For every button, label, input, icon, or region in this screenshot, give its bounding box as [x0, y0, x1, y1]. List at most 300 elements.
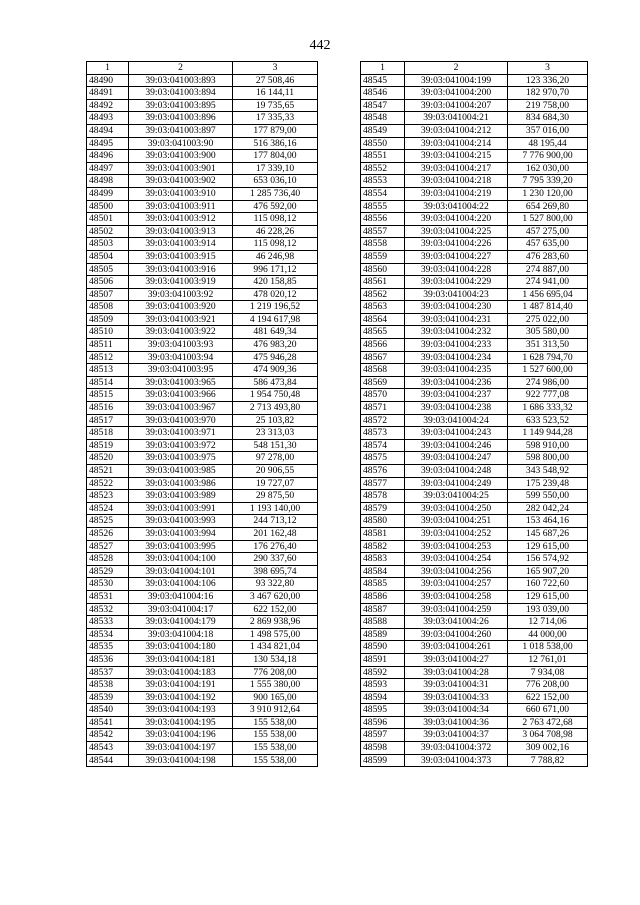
table-row [361, 716, 588, 729]
cadastral-number-cell: 39:03:041004:233 [405, 339, 508, 352]
header-row [87, 62, 318, 75]
value-cell: 176 276,40 [233, 540, 318, 553]
cadastral-number-cell: 39:03:041003:985 [129, 465, 233, 478]
cadastral-number-cell: 39:03:041003:912 [129, 213, 233, 226]
row-number-cell: 48583 [361, 553, 405, 566]
row-number-cell: 48498 [87, 175, 129, 188]
row-number-cell: 48510 [87, 326, 129, 339]
cadastral-number-cell: 39:03:041004:193 [129, 704, 233, 717]
table-row [361, 364, 588, 377]
table-row [87, 729, 318, 742]
row-number-cell: 48528 [87, 553, 129, 566]
row-number-cell: 48501 [87, 213, 129, 226]
cadastral-number-cell: 39:03:041004:218 [405, 175, 508, 188]
cadastral-number-cell: 39:03:041003:911 [129, 200, 233, 213]
cadastral-number-cell: 39:03:041003:922 [129, 326, 233, 339]
cadastral-number-cell: 39:03:041004:256 [405, 565, 508, 578]
value-cell: 48 195,44 [508, 137, 588, 150]
value-cell: 129 615,00 [508, 540, 588, 553]
cadastral-number-cell: 39:03:041004:226 [405, 238, 508, 251]
cadastral-number-cell: 39:03:041004:246 [405, 439, 508, 452]
row-number-cell: 48599 [361, 754, 405, 767]
cadastral-number-cell: 39:03:041004:27 [405, 653, 508, 666]
value-cell: 7 776 900,00 [508, 150, 588, 163]
value-cell: 129 615,00 [508, 590, 588, 603]
table-row [87, 616, 318, 629]
row-number-cell: 48571 [361, 402, 405, 415]
row-number-cell: 48540 [87, 704, 129, 717]
table-row [361, 175, 588, 188]
value-cell: 275 022,00 [508, 313, 588, 326]
row-number-cell: 48551 [361, 150, 405, 163]
table-row [87, 326, 318, 339]
table-row [361, 263, 588, 276]
row-number-cell: 48507 [87, 288, 129, 301]
table-row [87, 578, 318, 591]
value-cell: 1 018 538,00 [508, 641, 588, 654]
value-cell: 2 713 493,80 [233, 402, 318, 415]
cadastral-number-cell: 39:03:041004:234 [405, 351, 508, 364]
cadastral-number-cell: 39:03:041004:237 [405, 389, 508, 402]
value-cell: 598 910,00 [508, 439, 588, 452]
row-number-cell: 48527 [87, 540, 129, 553]
row-number-cell: 48535 [87, 641, 129, 654]
cadastral-number-cell: 39:03:041003:901 [129, 162, 233, 175]
row-number-cell: 48582 [361, 540, 405, 553]
table-row [87, 490, 318, 503]
value-cell: 1 498 575,00 [233, 628, 318, 641]
value-cell: 457 275,00 [508, 225, 588, 238]
column-header-1: 1 [361, 62, 405, 75]
value-cell: 160 722,60 [508, 578, 588, 591]
value-cell: 23 313,03 [233, 427, 318, 440]
row-number-cell: 48575 [361, 452, 405, 465]
row-number-cell: 48497 [87, 162, 129, 175]
value-cell: 599 550,00 [508, 490, 588, 503]
table-row [87, 313, 318, 326]
value-cell: 420 158,85 [233, 276, 318, 289]
table-row [87, 162, 318, 175]
cadastral-number-cell: 39:03:041004:236 [405, 376, 508, 389]
row-number-cell: 48508 [87, 301, 129, 314]
cadastral-number-cell: 39:03:041004:183 [129, 666, 233, 679]
table-row [87, 213, 318, 226]
table-row [361, 742, 588, 755]
value-cell: 177 804,00 [233, 150, 318, 163]
table-row [361, 679, 588, 692]
cadastral-number-cell: 39:03:041003:967 [129, 402, 233, 415]
value-cell: 145 687,26 [508, 527, 588, 540]
right-table [360, 61, 588, 767]
row-number-cell: 48496 [87, 150, 129, 163]
row-number-cell: 48544 [87, 754, 129, 767]
cadastral-number-cell: 39:03:041004:36 [405, 716, 508, 729]
table-row [361, 238, 588, 251]
column-header-2: 2 [129, 62, 233, 75]
table-row [87, 641, 318, 654]
value-cell: 478 020,12 [233, 288, 318, 301]
value-cell: 476 592,00 [233, 200, 318, 213]
table-row [361, 389, 588, 402]
table-row [361, 641, 588, 654]
cadastral-number-cell: 39:03:041004:229 [405, 276, 508, 289]
table-row [87, 124, 318, 137]
value-cell: 44 000,00 [508, 628, 588, 641]
value-cell: 27 508,46 [233, 74, 318, 87]
row-number-cell: 48500 [87, 200, 129, 213]
cadastral-number-cell: 39:03:041004:192 [129, 691, 233, 704]
cadastral-number-cell: 39:03:041003:971 [129, 427, 233, 440]
row-number-cell: 48597 [361, 729, 405, 742]
table-row [361, 124, 588, 137]
value-cell: 20 906,55 [233, 465, 318, 478]
column-header-2: 2 [405, 62, 508, 75]
table-row [361, 376, 588, 389]
column-header-1: 1 [87, 62, 129, 75]
row-number-cell: 48566 [361, 339, 405, 352]
row-number-cell: 48592 [361, 666, 405, 679]
table-row [87, 339, 318, 352]
cadastral-number-cell: 39:03:041004:25 [405, 490, 508, 503]
value-cell: 4 194 617,98 [233, 313, 318, 326]
table-row [361, 515, 588, 528]
value-cell: 162 030,00 [508, 162, 588, 175]
value-cell: 476 283,60 [508, 250, 588, 263]
table-row [361, 213, 588, 226]
table-row [87, 553, 318, 566]
cadastral-number-cell: 39:03:041004:180 [129, 641, 233, 654]
row-number-cell: 48561 [361, 276, 405, 289]
cadastral-number-cell: 39:03:041004:220 [405, 213, 508, 226]
row-number-cell: 48588 [361, 616, 405, 629]
cadastral-number-cell: 39:03:041004:34 [405, 704, 508, 717]
table-row [87, 590, 318, 603]
table-row [87, 452, 318, 465]
cadastral-number-cell: 39:03:041003:993 [129, 515, 233, 528]
row-number-cell: 48558 [361, 238, 405, 251]
value-cell: 351 313,50 [508, 339, 588, 352]
row-number-cell: 48565 [361, 326, 405, 339]
value-cell: 115 098,12 [233, 213, 318, 226]
row-number-cell: 48596 [361, 716, 405, 729]
value-cell: 25 103,82 [233, 414, 318, 427]
value-cell: 1 230 120,00 [508, 187, 588, 200]
cadastral-number-cell: 39:03:041003:975 [129, 452, 233, 465]
column-header-3: 3 [508, 62, 588, 75]
cadastral-number-cell: 39:03:041003:894 [129, 87, 233, 100]
row-number-cell: 48502 [87, 225, 129, 238]
row-number-cell: 48574 [361, 439, 405, 452]
table-row [87, 87, 318, 100]
value-cell: 175 239,48 [508, 477, 588, 490]
table-row [361, 465, 588, 478]
table-row [361, 187, 588, 200]
table-row [361, 402, 588, 415]
cadastral-number-cell: 39:03:041004:24 [405, 414, 508, 427]
table-row [87, 263, 318, 276]
cadastral-number-cell: 39:03:041004:26 [405, 616, 508, 629]
table-row [87, 389, 318, 402]
cadastral-number-cell: 39:03:041004:101 [129, 565, 233, 578]
value-cell: 476 983,20 [233, 339, 318, 352]
value-cell: 17 339,10 [233, 162, 318, 175]
value-cell: 244 713,12 [233, 515, 318, 528]
cadastral-number-cell: 39:03:041004:23 [405, 288, 508, 301]
cadastral-number-cell: 39:03:041004:254 [405, 553, 508, 566]
value-cell: 274 986,00 [508, 376, 588, 389]
value-cell: 598 800,00 [508, 452, 588, 465]
row-number-cell: 48593 [361, 679, 405, 692]
table-row [361, 150, 588, 163]
cadastral-number-cell: 39:03:041004:197 [129, 742, 233, 755]
table-row [361, 162, 588, 175]
row-number-cell: 48552 [361, 162, 405, 175]
row-number-cell: 48563 [361, 301, 405, 314]
row-number-cell: 48529 [87, 565, 129, 578]
value-cell: 46 228,26 [233, 225, 318, 238]
cadastral-number-cell: 39:03:041004:198 [129, 754, 233, 767]
cadastral-number-cell: 39:03:041004:258 [405, 590, 508, 603]
table-row [361, 527, 588, 540]
table-row [361, 414, 588, 427]
row-number-cell: 48594 [361, 691, 405, 704]
table-row [87, 679, 318, 692]
table-row [87, 439, 318, 452]
cadastral-number-cell: 39:03:041004:31 [405, 679, 508, 692]
cadastral-number-cell: 39:03:041004:191 [129, 679, 233, 692]
table-row [87, 540, 318, 553]
value-cell: 182 970,70 [508, 87, 588, 100]
table-row [361, 691, 588, 704]
row-number-cell: 48548 [361, 112, 405, 125]
table-row [361, 351, 588, 364]
table-row [87, 704, 318, 717]
table-row [87, 364, 318, 377]
row-number-cell: 48503 [87, 238, 129, 251]
value-cell: 177 879,00 [233, 124, 318, 137]
cadastral-number-cell: 39:03:041004:259 [405, 603, 508, 616]
row-number-cell: 48514 [87, 376, 129, 389]
value-cell: 343 548,92 [508, 465, 588, 478]
cadastral-number-cell: 39:03:041003:897 [129, 124, 233, 137]
table-row [361, 137, 588, 150]
value-cell: 17 335,33 [233, 112, 318, 125]
value-cell: 3 467 620,00 [233, 590, 318, 603]
value-cell: 474 909,36 [233, 364, 318, 377]
row-number-cell: 48595 [361, 704, 405, 717]
row-number-cell: 48562 [361, 288, 405, 301]
value-cell: 155 538,00 [233, 754, 318, 767]
value-cell: 1 686 333,32 [508, 402, 588, 415]
cadastral-number-cell: 39:03:041004:250 [405, 502, 508, 515]
table-row [87, 477, 318, 490]
row-number-cell: 48584 [361, 565, 405, 578]
cadastral-number-cell: 39:03:041004:22 [405, 200, 508, 213]
table-row [361, 87, 588, 100]
row-number-cell: 48494 [87, 124, 129, 137]
row-number-cell: 48542 [87, 729, 129, 742]
row-number-cell: 48598 [361, 742, 405, 755]
cadastral-number-cell: 39:03:041003:921 [129, 313, 233, 326]
value-cell: 900 165,00 [233, 691, 318, 704]
table-row [87, 502, 318, 515]
value-cell: 2 763 472,68 [508, 716, 588, 729]
value-cell: 123 336,20 [508, 74, 588, 87]
table-row [361, 225, 588, 238]
cadastral-number-cell: 39:03:041004:17 [129, 603, 233, 616]
table-row [87, 137, 318, 150]
table-row [361, 250, 588, 263]
value-cell: 633 523,52 [508, 414, 588, 427]
table-row [361, 439, 588, 452]
table-row [361, 704, 588, 717]
row-number-cell: 48531 [87, 590, 129, 603]
row-number-cell: 48520 [87, 452, 129, 465]
table-row [87, 376, 318, 389]
table-row [361, 427, 588, 440]
table-row [87, 301, 318, 314]
table-row [361, 490, 588, 503]
cadastral-number-cell: 39:03:041003:913 [129, 225, 233, 238]
table-row [87, 175, 318, 188]
cadastral-number-cell: 39:03:041004:18 [129, 628, 233, 641]
value-cell: 457 635,00 [508, 238, 588, 251]
row-number-cell: 48550 [361, 137, 405, 150]
cadastral-number-cell: 39:03:041004:231 [405, 313, 508, 326]
table-row [361, 74, 588, 87]
table-row [87, 691, 318, 704]
cadastral-number-cell: 39:03:041003:970 [129, 414, 233, 427]
row-number-cell: 48541 [87, 716, 129, 729]
table-row [361, 754, 588, 767]
row-number-cell: 48556 [361, 213, 405, 226]
row-number-cell: 48538 [87, 679, 129, 692]
value-cell: 1 285 736,40 [233, 187, 318, 200]
cadastral-number-cell: 39:03:041003:94 [129, 351, 233, 364]
table-row [87, 527, 318, 540]
row-number-cell: 48522 [87, 477, 129, 490]
value-cell: 654 269,80 [508, 200, 588, 213]
cadastral-number-cell: 39:03:041004:238 [405, 402, 508, 415]
cadastral-number-cell: 39:03:041003:93 [129, 339, 233, 352]
row-number-cell: 48568 [361, 364, 405, 377]
value-cell: 398 695,74 [233, 565, 318, 578]
table-row [361, 603, 588, 616]
value-cell: 1 149 944,28 [508, 427, 588, 440]
value-cell: 93 322,80 [233, 578, 318, 591]
cadastral-number-cell: 39:03:041003:900 [129, 150, 233, 163]
value-cell: 219 758,00 [508, 99, 588, 112]
cadastral-number-cell: 39:03:041004:21 [405, 112, 508, 125]
row-number-cell: 48491 [87, 87, 129, 100]
value-cell: 12 761,01 [508, 653, 588, 666]
table-row [87, 150, 318, 163]
cadastral-number-cell: 39:03:041003:92 [129, 288, 233, 301]
cadastral-number-cell: 39:03:041004:261 [405, 641, 508, 654]
value-cell: 1 487 814,40 [508, 301, 588, 314]
cadastral-number-cell: 39:03:041003:995 [129, 540, 233, 553]
cadastral-number-cell: 39:03:041004:235 [405, 364, 508, 377]
value-cell: 193 039,00 [508, 603, 588, 616]
value-cell: 46 246,98 [233, 250, 318, 263]
row-number-cell: 48557 [361, 225, 405, 238]
value-cell: 622 152,00 [508, 691, 588, 704]
row-number-cell: 48512 [87, 351, 129, 364]
table-row [87, 99, 318, 112]
row-number-cell: 48572 [361, 414, 405, 427]
row-number-cell: 48585 [361, 578, 405, 591]
row-number-cell: 48517 [87, 414, 129, 427]
row-number-cell: 48524 [87, 502, 129, 515]
table-row [361, 313, 588, 326]
cadastral-number-cell: 39:03:041004:217 [405, 162, 508, 175]
row-number-cell: 48573 [361, 427, 405, 440]
table-row [87, 225, 318, 238]
row-number-cell: 48590 [361, 641, 405, 654]
cadastral-number-cell: 39:03:041004:252 [405, 527, 508, 540]
cadastral-number-cell: 39:03:041004:214 [405, 137, 508, 150]
cadastral-number-cell: 39:03:041004:199 [405, 74, 508, 87]
value-cell: 1 193 140,00 [233, 502, 318, 515]
table-row [361, 666, 588, 679]
table-row [361, 477, 588, 490]
row-number-cell: 48523 [87, 490, 129, 503]
table-row [87, 716, 318, 729]
cadastral-number-cell: 39:03:041004:249 [405, 477, 508, 490]
value-cell: 155 538,00 [233, 729, 318, 742]
cadastral-number-cell: 39:03:041004:181 [129, 653, 233, 666]
value-cell: 1 434 821,04 [233, 641, 318, 654]
value-cell: 1 954 750,48 [233, 389, 318, 402]
row-number-cell: 48589 [361, 628, 405, 641]
value-cell: 282 042,24 [508, 502, 588, 515]
table-row [87, 187, 318, 200]
cadastral-number-cell: 39:03:041004:260 [405, 628, 508, 641]
cadastral-number-cell: 39:03:041003:95 [129, 364, 233, 377]
value-cell: 622 152,00 [233, 603, 318, 616]
row-number-cell: 48490 [87, 74, 129, 87]
left-table [86, 61, 318, 767]
row-number-cell: 48492 [87, 99, 129, 112]
row-number-cell: 48586 [361, 590, 405, 603]
value-cell: 996 171,12 [233, 263, 318, 276]
cadastral-number-cell: 39:03:041003:895 [129, 99, 233, 112]
table-row [361, 565, 588, 578]
table-row [361, 616, 588, 629]
row-number-cell: 48581 [361, 527, 405, 540]
table-row [361, 99, 588, 112]
row-number-cell: 48543 [87, 742, 129, 755]
value-cell: 153 464,16 [508, 515, 588, 528]
value-cell: 481 649,34 [233, 326, 318, 339]
cadastral-number-cell: 39:03:041003:910 [129, 187, 233, 200]
value-cell: 2 869 938,96 [233, 616, 318, 629]
value-cell: 165 907,20 [508, 565, 588, 578]
table-row [87, 112, 318, 125]
cadastral-number-cell: 39:03:041004:373 [405, 754, 508, 767]
row-number-cell: 48534 [87, 628, 129, 641]
row-number-cell: 48554 [361, 187, 405, 200]
row-number-cell: 48545 [361, 74, 405, 87]
table-row [361, 200, 588, 213]
cadastral-number-cell: 39:03:041004:179 [129, 616, 233, 629]
cadastral-number-cell: 39:03:041004:248 [405, 465, 508, 478]
cadastral-number-cell: 39:03:041004:247 [405, 452, 508, 465]
page-number: 442 [309, 38, 331, 53]
value-cell: 1 628 794,70 [508, 351, 588, 364]
row-number-cell: 48509 [87, 313, 129, 326]
cadastral-number-cell: 39:03:041003:989 [129, 490, 233, 503]
